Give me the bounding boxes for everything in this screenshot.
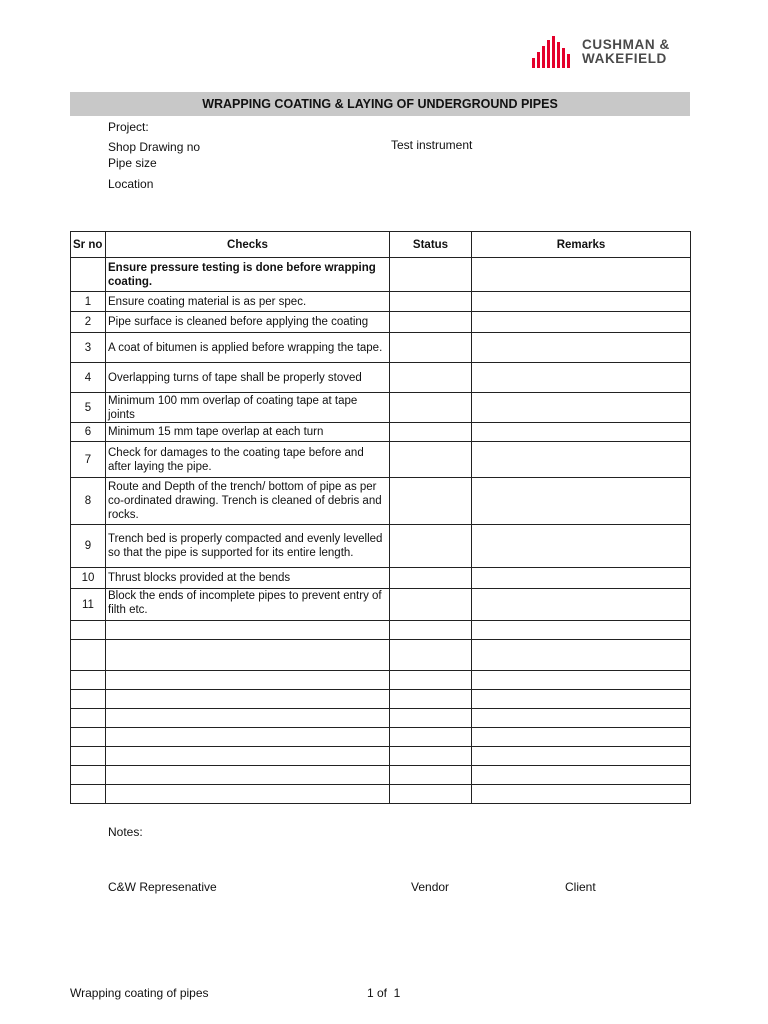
status-cell[interactable] — [390, 671, 472, 690]
check-cell: A coat of bitumen is applied before wrapping the tape. — [106, 333, 390, 363]
remarks-cell[interactable] — [472, 568, 691, 589]
company-logo — [530, 36, 690, 70]
remarks-cell[interactable] — [472, 640, 691, 671]
check-cell: Ensure coating material is as per spec. — [106, 292, 390, 312]
check-cell[interactable] — [106, 690, 390, 709]
status-cell[interactable] — [390, 709, 472, 728]
sr-cell: 11 — [71, 589, 106, 621]
empty-row — [71, 785, 691, 804]
status-cell[interactable] — [390, 728, 472, 747]
logo-line-2: WAKEFIELD — [582, 51, 667, 66]
header-status: Status — [390, 232, 472, 258]
sr-cell — [71, 785, 106, 804]
sr-cell — [71, 766, 106, 785]
status-cell[interactable] — [390, 292, 472, 312]
status-cell[interactable] — [390, 423, 472, 442]
project-label: Project: — [108, 120, 149, 134]
check-cell: Route and Depth of the trench/ bottom of pipe as per co-ordinated drawing. Trench is cleaned of debris and rocks. — [106, 478, 390, 525]
header-checks: Checks — [106, 232, 390, 258]
shop-drawing-label: Shop Drawing no — [108, 140, 201, 154]
check-cell: Minimum 15 mm tape overlap at each turn — [106, 423, 390, 442]
status-cell[interactable] — [390, 258, 472, 292]
sr-cell: 10 — [71, 568, 106, 589]
status-cell[interactable] — [390, 621, 472, 640]
check-cell: Thrust blocks provided at the bends — [106, 568, 390, 589]
check-cell[interactable] — [106, 671, 390, 690]
checklist-table — [70, 231, 691, 804]
notes-label: Notes: — [108, 825, 143, 839]
document-title: WRAPPING COATING & LAYING OF UNDERGROUND PIPES — [202, 97, 558, 111]
status-cell[interactable] — [390, 363, 472, 393]
sr-cell — [71, 640, 106, 671]
status-cell[interactable] — [390, 568, 472, 589]
remarks-cell[interactable] — [472, 525, 691, 568]
test-instrument-label: Test instrument — [391, 138, 473, 152]
check-cell[interactable] — [106, 640, 390, 671]
check-cell[interactable] — [106, 709, 390, 728]
remarks-cell[interactable] — [472, 442, 691, 478]
status-cell[interactable] — [390, 747, 472, 766]
check-cell[interactable] — [106, 747, 390, 766]
table-row — [71, 568, 691, 589]
remarks-cell[interactable] — [472, 709, 691, 728]
empty-row — [71, 747, 691, 766]
sr-cell: 7 — [71, 442, 106, 478]
sr-cell: 8 — [71, 478, 106, 525]
sr-cell — [71, 621, 106, 640]
table-row — [71, 423, 691, 442]
sr-cell: 3 — [71, 333, 106, 363]
status-cell[interactable] — [390, 333, 472, 363]
table-row — [71, 363, 691, 393]
sr-cell: 4 — [71, 363, 106, 393]
table-row — [71, 478, 691, 525]
remarks-cell[interactable] — [472, 589, 691, 621]
sr-cell — [71, 728, 106, 747]
remarks-cell[interactable] — [472, 690, 691, 709]
check-cell[interactable] — [106, 785, 390, 804]
status-cell[interactable] — [390, 312, 472, 333]
sr-cell: 9 — [71, 525, 106, 568]
empty-row — [71, 640, 691, 671]
remarks-cell[interactable] — [472, 312, 691, 333]
check-cell[interactable] — [106, 766, 390, 785]
remarks-cell[interactable] — [472, 671, 691, 690]
sr-cell — [71, 690, 106, 709]
pipe-size-label: Pipe size — [108, 156, 157, 170]
check-cell: Minimum 100 mm overlap of coating tape at tape joints — [106, 393, 390, 423]
table-row — [71, 442, 691, 478]
remarks-cell[interactable] — [472, 766, 691, 785]
empty-row — [71, 621, 691, 640]
remarks-cell[interactable] — [472, 292, 691, 312]
empty-row — [71, 766, 691, 785]
location-label: Location — [108, 177, 154, 191]
remarks-cell[interactable] — [472, 785, 691, 804]
logo-mark-icon — [530, 36, 576, 70]
table-row — [71, 292, 691, 312]
status-cell[interactable] — [390, 442, 472, 478]
logo-line-1: CUSHMAN & — [582, 37, 670, 52]
empty-row — [71, 671, 691, 690]
status-cell[interactable] — [390, 690, 472, 709]
remarks-cell[interactable] — [472, 333, 691, 363]
table-header-row — [71, 232, 691, 258]
remarks-cell[interactable] — [472, 747, 691, 766]
sr-cell: 6 — [71, 423, 106, 442]
check-cell: Block the ends of incomplete pipes to prevent entry of filth etc. — [106, 589, 390, 621]
sr-cell — [71, 671, 106, 690]
table-row — [71, 589, 691, 621]
empty-row — [71, 728, 691, 747]
sr-cell — [71, 709, 106, 728]
title-bar — [70, 92, 690, 116]
remarks-cell[interactable] — [472, 258, 691, 292]
check-cell: Ensure pressure testing is done before wrapping coating. — [106, 258, 390, 292]
sr-cell: 2 — [71, 312, 106, 333]
table-row — [71, 525, 691, 568]
check-cell[interactable] — [106, 728, 390, 747]
table-row — [71, 393, 691, 423]
header-remarks: Remarks — [472, 232, 691, 258]
sr-cell — [71, 258, 106, 292]
sr-cell: 5 — [71, 393, 106, 423]
footer-page-number: 1 of 1 — [367, 986, 401, 1000]
client-label: Client — [565, 880, 596, 894]
sr-cell — [71, 747, 106, 766]
status-cell[interactable] — [390, 393, 472, 423]
check-cell: Pipe surface is cleaned before applying the coating — [106, 312, 390, 333]
status-cell[interactable] — [390, 478, 472, 525]
remarks-cell[interactable] — [472, 478, 691, 525]
empty-row — [71, 690, 691, 709]
remarks-cell[interactable] — [472, 621, 691, 640]
table-row — [71, 312, 691, 333]
table-row — [71, 258, 691, 292]
check-cell: Overlapping turns of tape shall be properly stoved — [106, 363, 390, 393]
remarks-cell[interactable] — [472, 393, 691, 423]
footer-document-name: Wrapping coating of pipes — [70, 986, 209, 1000]
empty-row — [71, 709, 691, 728]
status-cell[interactable] — [390, 525, 472, 568]
header-sr-no: Sr no — [71, 232, 106, 258]
remarks-cell[interactable] — [472, 363, 691, 393]
cw-representative-label: C&W Represenative — [108, 880, 217, 894]
check-cell: Check for damages to the coating tape before and after laying the pipe. — [106, 442, 390, 478]
remarks-cell[interactable] — [472, 728, 691, 747]
sr-cell: 1 — [71, 292, 106, 312]
status-cell[interactable] — [390, 589, 472, 621]
remarks-cell[interactable] — [472, 423, 691, 442]
logo-wordmark — [582, 38, 670, 66]
status-cell[interactable] — [390, 766, 472, 785]
status-cell[interactable] — [390, 785, 472, 804]
vendor-label: Vendor — [411, 880, 450, 894]
check-cell[interactable] — [106, 621, 390, 640]
table-row — [71, 333, 691, 363]
status-cell[interactable] — [390, 640, 472, 671]
check-cell: Trench bed is properly compacted and evenly levelled so that the pipe is supported for its entire length. — [106, 525, 390, 568]
